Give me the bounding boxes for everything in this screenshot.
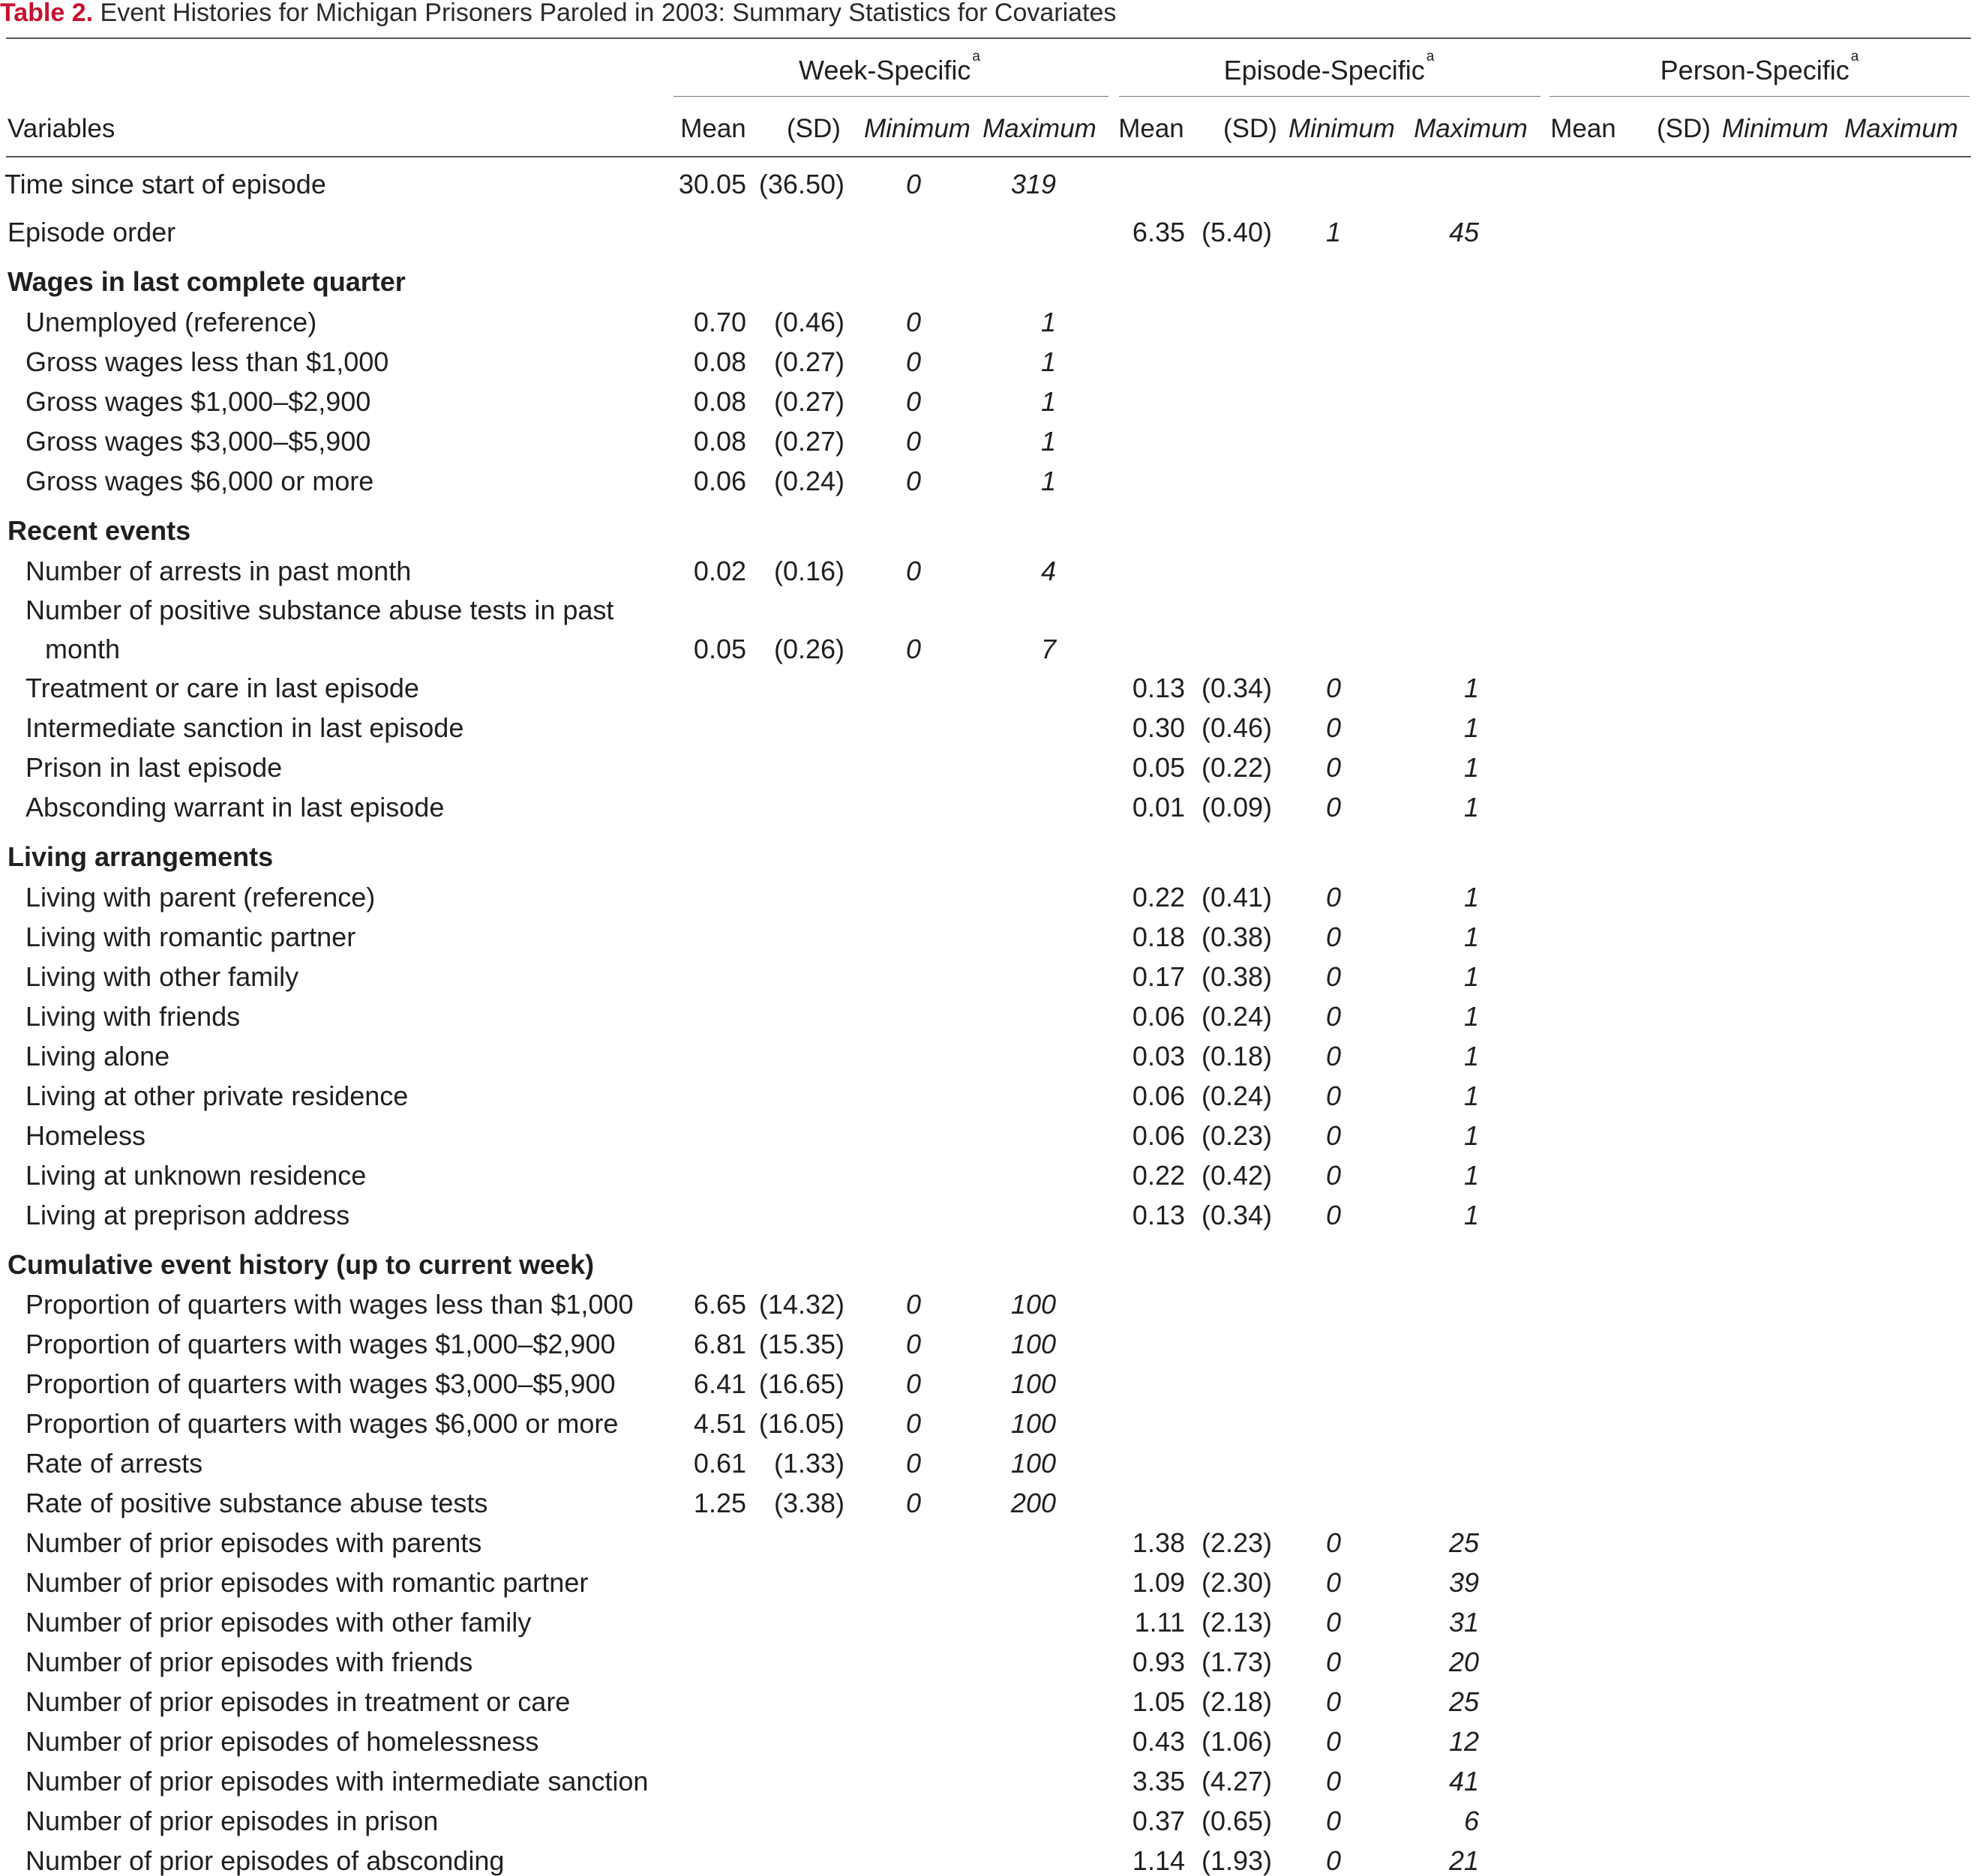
group-underline-0 (674, 96, 1108, 97)
cell-sd: (0.26) (773, 634, 844, 664)
cell-minimum: 0 (1325, 1766, 1342, 1797)
cell-minimum: 0 (1325, 1001, 1342, 1032)
cell-sd: (0.46) (1201, 712, 1272, 743)
cell-mean: 0.22 (1132, 882, 1185, 913)
cell-mean: 0.37 (1132, 1806, 1185, 1836)
cell-mean: 1.14 (1132, 1845, 1185, 1876)
cell-mean: 1.25 (693, 1488, 746, 1518)
cell-minimum: 0 (905, 1329, 922, 1359)
cell-minimum: 0 (905, 169, 922, 199)
column-header-maximum: Maximum (982, 114, 1096, 143)
cell-maximum: 1 (1463, 1200, 1479, 1230)
cell-sd: (0.27) (773, 426, 844, 457)
cell-sd: (0.27) (773, 346, 844, 377)
row-label: Living at preprison address (26, 1200, 350, 1230)
cell-minimum: 0 (905, 634, 922, 664)
cell-mean: 0.08 (693, 346, 746, 377)
cell-minimum: 0 (905, 1408, 922, 1439)
cell-mean: 0.06 (693, 466, 746, 496)
cell-minimum: 1 (1325, 217, 1342, 247)
cell-maximum: 1 (1040, 346, 1056, 377)
cell-maximum: 100 (1010, 1448, 1056, 1479)
cell-mean: 0.17 (1132, 961, 1185, 992)
cell-maximum: 1 (1040, 466, 1056, 496)
cell-sd: (0.65) (1201, 1806, 1272, 1836)
cell-sd: (36.50) (758, 169, 844, 199)
cell-mean: 6.65 (693, 1289, 746, 1320)
cell-maximum: 41 (1448, 1766, 1479, 1797)
row-label: Gross wages $3,000–$5,900 (26, 426, 371, 457)
row-label: Intermediate sanction in last episode (26, 712, 464, 743)
group-header (664, 49, 1114, 85)
table-title: Event Histories for Michigan Prisoners Paroled in 2003: Summary Statistics for Covariates (100, 0, 1117, 27)
column-header-sd: (SD) (1223, 114, 1277, 143)
cell-minimum: 0 (905, 1448, 922, 1479)
cell-minimum: 0 (905, 466, 922, 496)
cell-minimum: 0 (1325, 1527, 1342, 1558)
group-underline-2 (1550, 96, 1970, 97)
cell-sd: (3.38) (773, 1488, 844, 1518)
cell-maximum: 39 (1448, 1567, 1479, 1598)
cell-minimum: 0 (1325, 1607, 1342, 1638)
row-label: Number of prior episodes of absconding (26, 1845, 505, 1876)
row-label: Episode order (8, 217, 176, 247)
cell-maximum: 1 (1463, 792, 1479, 823)
cell-maximum: 31 (1448, 1607, 1479, 1638)
cell-mean: 0.30 (1132, 712, 1185, 743)
cell-mean: 0.08 (693, 386, 746, 417)
cell-sd: (0.23) (1201, 1120, 1272, 1151)
cell-mean: 0.06 (1132, 1001, 1185, 1032)
cell-sd: (0.34) (1201, 1200, 1272, 1230)
cell-maximum: 100 (1010, 1368, 1056, 1399)
row-label: Homeless (26, 1120, 146, 1151)
row-label: Number of arrests in past month (26, 556, 412, 586)
cell-maximum: 200 (1010, 1488, 1056, 1518)
cell-mean: 6.35 (1132, 217, 1185, 247)
cell-maximum: 12 (1448, 1726, 1479, 1757)
cell-sd: (0.22) (1201, 752, 1272, 783)
cell-maximum: 25 (1448, 1527, 1479, 1558)
cell-mean: 0.13 (1132, 673, 1185, 703)
cell-minimum: 0 (1325, 1041, 1342, 1071)
row-label: Absconding warrant in last episode (26, 792, 445, 823)
cell-mean: 0.13 (1132, 1200, 1185, 1230)
row-label: Number of prior episodes in prison (26, 1806, 439, 1836)
cell-maximum: 100 (1010, 1329, 1056, 1359)
row-label: Prison in last episode (26, 752, 283, 783)
cell-maximum: 1 (1463, 1120, 1479, 1151)
cell-sd: (14.32) (758, 1289, 844, 1320)
cell-mean: 0.06 (1132, 1080, 1185, 1111)
cell-mean: 4.51 (693, 1408, 746, 1439)
cell-maximum: 4 (1040, 556, 1056, 586)
cell-sd: (0.09) (1201, 792, 1272, 823)
cell-maximum: 1 (1463, 1080, 1479, 1111)
cell-mean: 30.05 (678, 169, 746, 199)
column-header-variables: Variables (8, 114, 116, 143)
cell-maximum: 1 (1040, 426, 1056, 457)
cell-mean: 0.22 (1132, 1160, 1185, 1191)
cell-minimum: 0 (905, 1488, 922, 1518)
cell-maximum: 1 (1463, 882, 1479, 913)
cell-mean: 1.05 (1132, 1686, 1185, 1717)
cell-maximum: 1 (1040, 386, 1056, 417)
cell-maximum: 1 (1463, 673, 1479, 703)
column-header-minimum: Minimum (1722, 114, 1828, 143)
cell-minimum: 0 (1325, 882, 1342, 913)
column-header-mean: Mean (1550, 114, 1616, 143)
group-header (1534, 49, 1977, 85)
row-label: Treatment or care in last episode (26, 673, 419, 703)
cell-mean: 0.06 (1132, 1120, 1185, 1151)
row-label: Unemployed (reference) (26, 307, 317, 337)
section-heading: Wages in last complete quarter (8, 266, 406, 297)
cell-maximum: 1 (1040, 307, 1056, 337)
cell-sd: (15.35) (758, 1329, 844, 1359)
column-header-mean: Mean (680, 114, 746, 143)
row-label: Living at unknown residence (26, 1160, 367, 1191)
cell-maximum: 1 (1463, 1001, 1479, 1032)
cell-minimum: 0 (905, 386, 922, 417)
row-label: Living alone (26, 1041, 170, 1071)
cell-sd: (4.27) (1201, 1766, 1272, 1797)
cell-sd: (2.13) (1201, 1607, 1272, 1638)
cell-sd: (2.23) (1201, 1527, 1272, 1558)
cell-minimum: 0 (1325, 961, 1342, 992)
row-label: Number of prior episodes with other family (26, 1607, 532, 1638)
row-label: Living at other private residence (26, 1080, 409, 1111)
cell-minimum: 0 (1325, 1160, 1342, 1191)
cell-mean: 0.08 (693, 426, 746, 457)
cell-mean: 0.03 (1132, 1041, 1185, 1071)
section-heading: Recent events (8, 515, 191, 546)
cell-maximum: 1 (1463, 1041, 1479, 1071)
cell-maximum: 20 (1448, 1647, 1479, 1677)
cell-mean: 0.02 (693, 556, 746, 586)
cell-maximum: 21 (1448, 1845, 1479, 1876)
cell-minimum: 0 (1325, 1080, 1342, 1111)
cell-mean: 3.35 (1132, 1766, 1185, 1797)
cell-minimum: 0 (1325, 752, 1342, 783)
cell-minimum: 0 (1325, 1726, 1342, 1757)
cell-minimum: 0 (1325, 712, 1342, 743)
cell-mean: 6.41 (693, 1368, 746, 1399)
group-label: Episode-Specific (1223, 55, 1425, 85)
group-header (1104, 49, 1554, 85)
row-label: Proportion of quarters with wages less than $1,000 (26, 1289, 634, 1320)
cell-mean: 1.11 (1134, 1607, 1185, 1638)
cell-sd: (0.24) (1201, 1080, 1272, 1111)
row-label: Number of prior episodes with parents (26, 1527, 482, 1558)
column-header-minimum: Minimum (864, 114, 970, 143)
cell-minimum: 0 (905, 307, 922, 337)
cell-sd: (16.05) (758, 1408, 844, 1439)
column-header-sd: (SD) (787, 114, 841, 143)
row-label: Number of positive substance abuse tests in past (26, 595, 614, 625)
cell-mean: 0.61 (693, 1448, 746, 1479)
cell-sd: (2.30) (1201, 1567, 1272, 1598)
cell-sd: (0.24) (773, 466, 844, 496)
cell-sd: (0.24) (1201, 1001, 1272, 1032)
cell-sd: (2.18) (1201, 1686, 1272, 1717)
row-label: Number of prior episodes with friends (26, 1647, 473, 1677)
column-header-minimum: Minimum (1288, 114, 1395, 143)
cell-mean: 1.09 (1132, 1567, 1185, 1598)
cell-sd: (1.06) (1201, 1726, 1272, 1757)
cell-minimum: 0 (1325, 1200, 1342, 1230)
column-header-sd: (SD) (1657, 114, 1711, 143)
row-label: Gross wages less than $1,000 (26, 346, 389, 377)
cell-maximum: 100 (1010, 1408, 1056, 1439)
row-label: Number of prior episodes of homelessness (26, 1726, 539, 1757)
cell-minimum: 0 (905, 556, 922, 586)
top-rule (6, 37, 1971, 39)
cell-mean: 6.81 (693, 1329, 746, 1359)
cell-minimum: 0 (1325, 792, 1342, 823)
cell-maximum: 7 (1040, 634, 1056, 664)
cell-sd: (5.40) (1201, 217, 1272, 247)
cell-mean: 0.93 (1132, 1647, 1185, 1677)
column-header-mean: Mean (1118, 114, 1184, 143)
row-label: Rate of arrests (26, 1448, 203, 1479)
cell-maximum: 1 (1463, 712, 1479, 743)
row-label: Proportion of quarters with wages $3,000–$5,900 (26, 1368, 616, 1399)
cell-mean: 0.05 (1132, 752, 1185, 783)
group-label: Week-Specific (799, 55, 971, 85)
header-rule (6, 156, 1971, 157)
row-label: Gross wages $6,000 or more (26, 466, 374, 496)
cell-mean: 0.18 (1132, 922, 1185, 952)
cell-minimum: 0 (1325, 673, 1342, 703)
row-label-continued: month (45, 634, 121, 664)
row-label: Rate of positive substance abuse tests (26, 1488, 488, 1518)
row-label: Number of prior episodes with romantic partner (26, 1567, 589, 1598)
cell-minimum: 0 (1325, 1845, 1342, 1876)
cell-maximum: 6 (1463, 1806, 1479, 1836)
cell-maximum: 45 (1448, 217, 1479, 247)
cell-mean: 0.70 (693, 307, 746, 337)
cell-minimum: 0 (905, 1289, 922, 1320)
group-note: a (972, 49, 980, 64)
cell-mean: 0.43 (1132, 1726, 1185, 1757)
table-number: Table 2. (0, 0, 94, 27)
cell-maximum: 100 (1010, 1289, 1056, 1320)
cell-minimum: 0 (1325, 1567, 1342, 1598)
cell-mean: 0.05 (693, 634, 746, 664)
cell-sd: (1.93) (1201, 1845, 1272, 1876)
group-note: a (1426, 49, 1435, 64)
row-label: Living with romantic partner (26, 922, 356, 952)
group-underline-1 (1119, 96, 1540, 97)
row-label: Living with friends (26, 1001, 241, 1032)
cell-mean: 1.38 (1132, 1527, 1185, 1558)
cell-minimum: 0 (1325, 922, 1342, 952)
cell-mean: 0.01 (1132, 792, 1185, 823)
cell-minimum: 0 (1325, 1647, 1342, 1677)
cell-sd: (1.33) (773, 1448, 844, 1479)
group-label: Person-Specific (1660, 55, 1850, 85)
cell-minimum: 0 (1325, 1686, 1342, 1717)
row-label: Time since start of episode (4, 169, 326, 199)
row-label: Living with other family (26, 961, 299, 992)
section-heading: Cumulative event history (up to current week) (8, 1249, 595, 1280)
cell-sd: (0.34) (1201, 673, 1272, 703)
cell-sd: (0.42) (1201, 1160, 1272, 1191)
cell-minimum: 0 (1325, 1806, 1342, 1836)
row-label: Proportion of quarters with wages $1,000–$2,900 (26, 1329, 616, 1359)
row-label: Proportion of quarters with wages $6,000 or more (26, 1408, 619, 1439)
group-note: a (1850, 49, 1859, 64)
column-header-maximum: Maximum (1414, 114, 1528, 143)
cell-maximum: 1 (1463, 922, 1479, 952)
cell-minimum: 0 (905, 426, 922, 457)
cell-sd: (0.38) (1201, 961, 1272, 992)
cell-maximum: 1 (1463, 961, 1479, 992)
cell-maximum: 25 (1448, 1686, 1479, 1717)
cell-sd: (1.73) (1201, 1647, 1272, 1677)
cell-sd: (0.46) (773, 307, 844, 337)
cell-sd: (16.65) (758, 1368, 844, 1399)
cell-minimum: 0 (905, 1368, 922, 1399)
row-label: Gross wages $1,000–$2,900 (26, 386, 371, 417)
cell-minimum: 0 (1325, 1120, 1342, 1151)
cell-sd: (0.41) (1201, 882, 1272, 913)
section-heading: Living arrangements (8, 841, 274, 872)
column-header-maximum: Maximum (1844, 114, 1958, 143)
cell-sd: (0.16) (773, 556, 844, 586)
row-label: Number of prior episodes with intermediate sanction (26, 1766, 649, 1797)
row-label: Living with parent (reference) (26, 882, 376, 913)
cell-sd: (0.27) (773, 386, 844, 417)
cell-maximum: 1 (1463, 752, 1479, 783)
row-label: Number of prior episodes in treatment or care (26, 1686, 571, 1717)
cell-maximum: 319 (1010, 169, 1056, 199)
cell-sd: (0.18) (1201, 1041, 1272, 1071)
cell-maximum: 1 (1463, 1160, 1479, 1191)
table-caption (0, 0, 1977, 25)
cell-sd: (0.38) (1201, 922, 1272, 952)
cell-minimum: 0 (905, 346, 922, 377)
